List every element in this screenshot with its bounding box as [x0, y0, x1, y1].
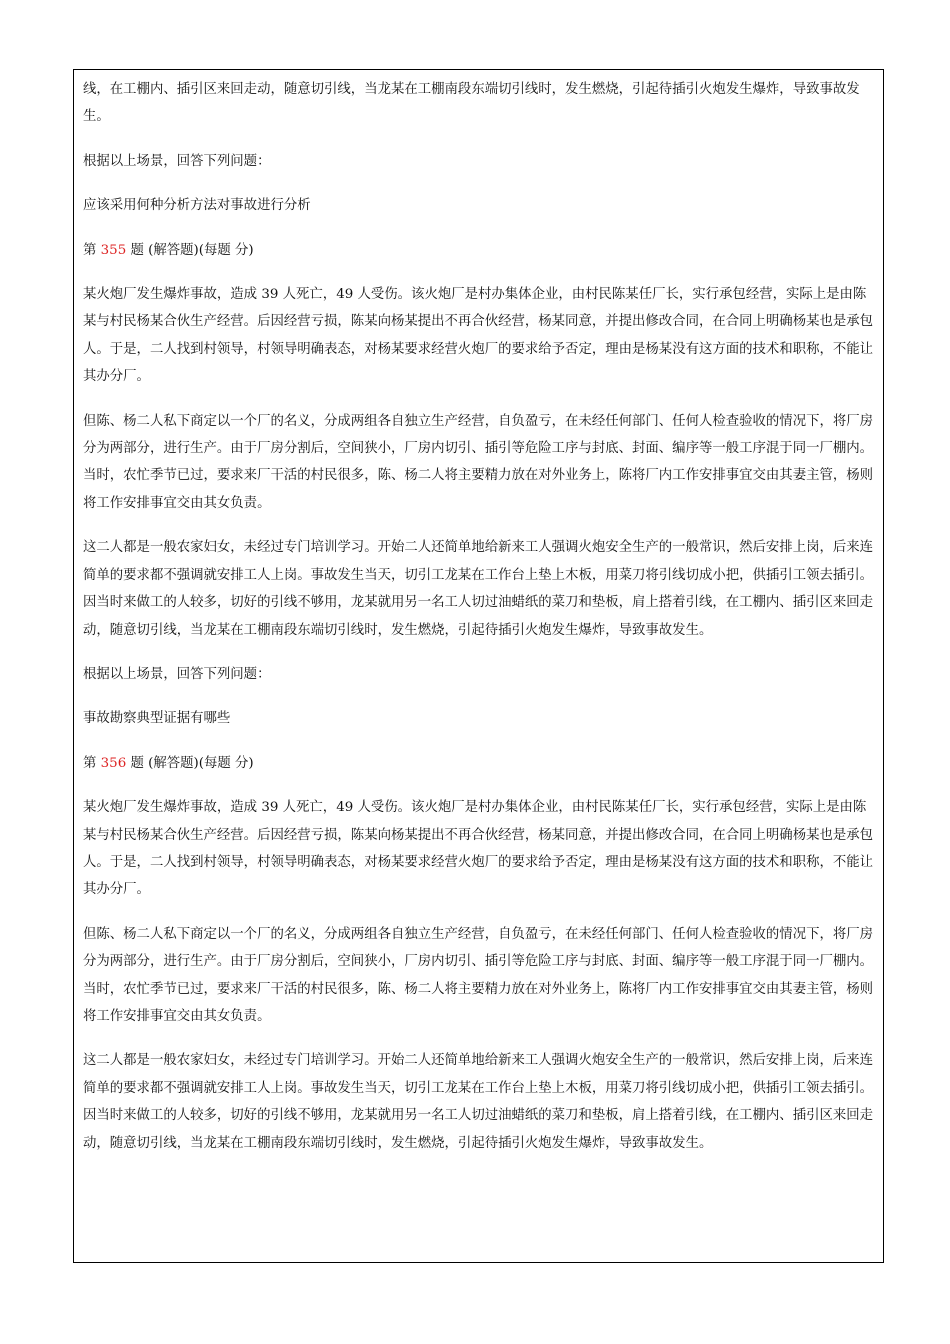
question-prefix: 第: [83, 242, 101, 258]
question-prefix: 第: [83, 755, 101, 771]
paragraph: 根据以上场景，回答下列问题：: [83, 153, 271, 169]
question-header: [83, 750, 877, 777]
question-number: 356: [100, 755, 127, 771]
document-body: [83, 76, 877, 1157]
paragraph: 这二人都是一般农家妇女，未经过专门培训学习。开始二人还简单地给新来工人强调火炮安全生产的一般常识，然后安排上岗，后来连简单的要求都不强调就安排工人上岗。事故发生当天，切引工龙某在工作台上垫上木板，用菜刀将引线切成小把，供插引工领去插引。因当时来做工的人较多，切好的引线不够用，龙某就用另一名工人切过油蜡纸的菜刀和垫板，肩上搭着引线，在工棚内、插引区来回走动，随意切引线，当龙某在工棚南段东端切引线时，发生燃烧，引起待插引火炮发生爆炸，导致事故发生。: [83, 1053, 874, 1151]
paragraph: 这二人都是一般农家妇女，未经过专门培训学习。开始二人还简单地给新来工人强调火炮安全生产的一般常识，然后安排上岗，后来连简单的要求都不强调就安排工人上岗。事故发生当天，切引工龙某在工作台上垫上木板，用菜刀将引线切成小把，供插引工领去插引。因当时来做工的人较多，切好的引线不够用，龙某就用另一名工人切过油蜡纸的菜刀和垫板，肩上搭着引线，在工棚内、插引区来回走动，随意切引线，当龙某在工棚南段东端切引线时，发生燃烧，引起待插引火炮发生爆炸，导致事故发生。: [83, 540, 874, 638]
question-suffix: 题 (解答题)(每题 分): [126, 242, 254, 258]
question-suffix: 题 (解答题)(每题 分): [126, 755, 254, 771]
paragraph: 根据以上场景，回答下列问题：: [83, 666, 271, 682]
paragraph: 某火炮厂发生爆炸事故，造成 39 人死亡，49 人受伤。该火炮厂是村办集体企业，由村民陈某任厂长，实行承包经营，实际上是由陈某与村民杨某合伙生产经营。后因经营亏损，陈某向杨某提出不再合伙经营，杨某同意，并提出修改合同，在合同上明确杨某也是承包人。于是，二人找到村领导，村领导明确表态，对杨某要求经营火炮厂的要求给予否定，理由是杨某没有这方面的技术和职称，不能让其办分厂。: [83, 287, 874, 385]
paragraph: 事故勘察典型证据有哪些: [83, 711, 231, 727]
paragraph: 但陈、杨二人私下商定以一个厂的名义，分成两组各自独立生产经营，自负盈亏，在未经任何部门、任何人检查验收的情况下，将厂房分为两部分，进行生产。由于厂房分割后，空间狭小，厂房内切引、插引等危险工序与封底、封面、编序等一般工序混于同一厂棚内。当时，农忙季节已过，要求来厂干活的村民很多，陈、杨二人将主要精力放在对外业务上，陈将厂内工作安排事宜交由其妻主管，杨则将工作安排事宜交由其女负责。: [83, 413, 874, 511]
paragraph: 应该采用何种分析方法对事故进行分析: [83, 198, 311, 214]
paragraph: 线，在工棚内、插引区来回走动，随意切引线，当龙某在工棚南段东端切引线时，发生燃烧，引起待插引火炮发生爆炸，导致事故发生。: [83, 82, 860, 125]
question-header: [83, 237, 877, 264]
question-number: 355: [100, 242, 127, 258]
paragraph: 某火炮厂发生爆炸事故，造成 39 人死亡，49 人受伤。该火炮厂是村办集体企业，由村民陈某任厂长，实行承包经营，实际上是由陈某与村民杨某合伙生产经营。后因经营亏损，陈某向杨某提出不再合伙经营，杨某同意，并提出修改合同，在合同上明确杨某也是承包人。于是，二人找到村领导，村领导明确表态，对杨某要求经营火炮厂的要求给予否定，理由是杨某没有这方面的技术和职称，不能让其办分厂。: [83, 800, 874, 898]
paragraph: 但陈、杨二人私下商定以一个厂的名义，分成两组各自独立生产经营，自负盈亏，在未经任何部门、任何人检查验收的情况下，将厂房分为两部分，进行生产。由于厂房分割后，空间狭小，厂房内切引、插引等危险工序与封底、封面、编序等一般工序混于同一厂棚内。当时，农忙季节已过，要求来厂干活的村民很多，陈、杨二人将主要精力放在对外业务上，陈将厂内工作安排事宜交由其妻主管，杨则将工作安排事宜交由其女负责。: [83, 926, 874, 1024]
